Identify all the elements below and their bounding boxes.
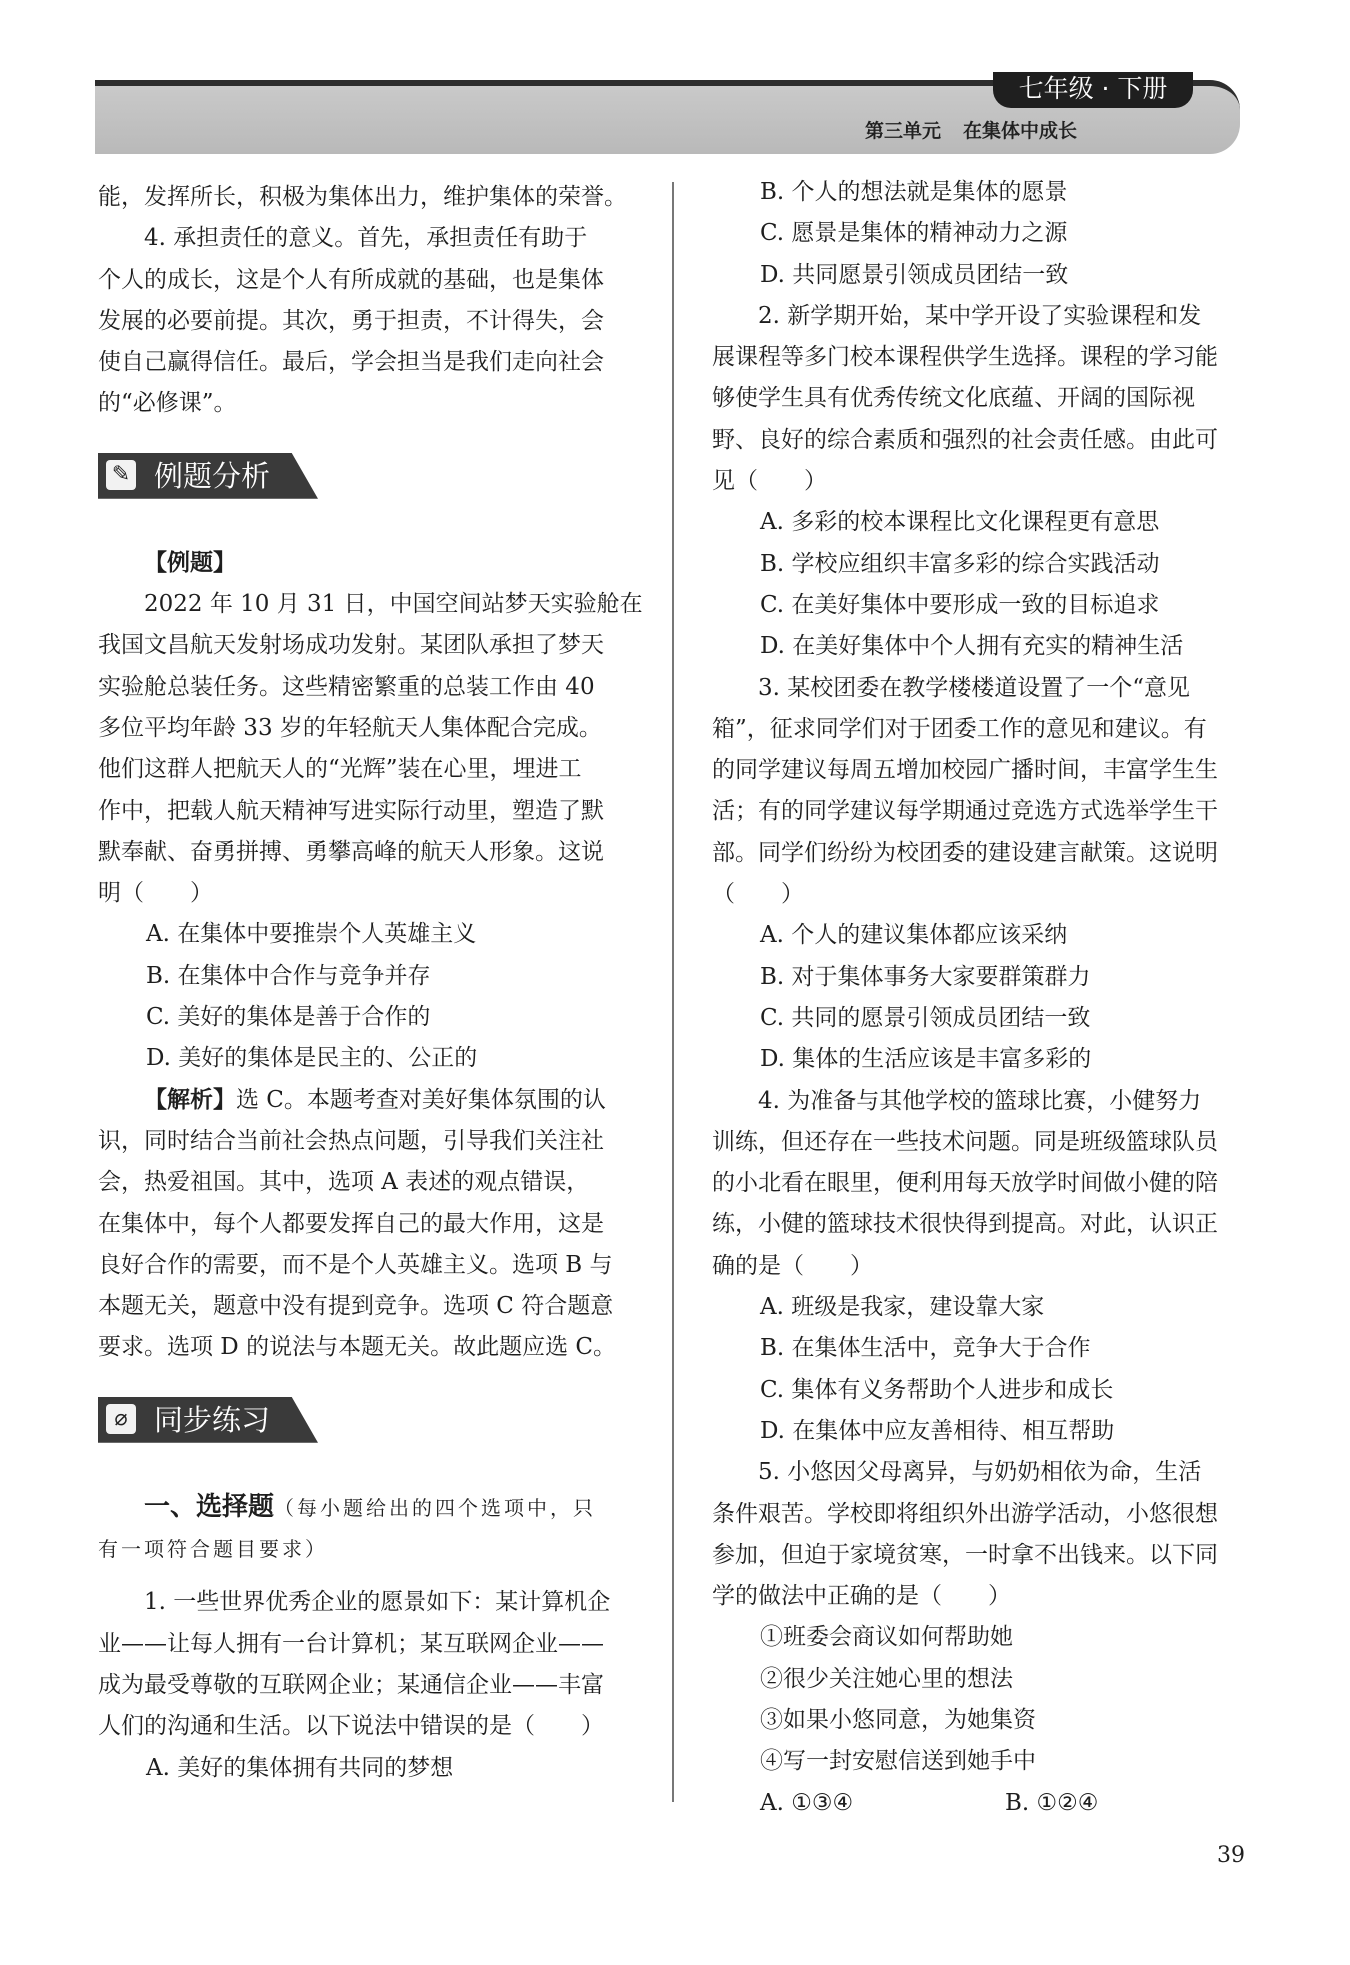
analysis-line: 良好合作的需要，而不是个人英雄主义。选项 B 与 <box>98 1251 613 1278</box>
example-line: 他们这群人把航天人的“光辉”装在心里，埋进工 <box>98 756 582 783</box>
page-number: 39 <box>1217 1843 1245 1868</box>
q1-line: 1. 一些世界优秀企业的愿景如下：某计算机企 <box>144 1589 611 1616</box>
example-line: 明（ ） <box>98 880 213 907</box>
question-section-note: 有一项符合题目要求） <box>98 1537 328 1562</box>
analysis-line: 在集体中，每个人都要发挥自己的最大作用，这是 <box>98 1210 604 1237</box>
section-title: 例题分析 <box>154 458 271 493</box>
analysis-line <box>98 1080 638 1121</box>
para4-line: 发展的必要前提。其次，勇于担责，不计得失，会 <box>98 307 604 334</box>
q2-line: 2. 新学期开始，某中学开设了实验课程和发 <box>758 302 1202 329</box>
q4-option: A. 班级是我家，建设靠大家 <box>760 1294 1045 1321</box>
section-sync-practice <box>98 1397 638 1447</box>
q5-line: 参加，但迫于家境贫寒，一时拿不出钱来。以下同 <box>712 1541 1218 1568</box>
section-example-analysis <box>98 453 638 503</box>
q2-option: A. 多彩的校本课程比文化课程更有意思 <box>760 509 1160 536</box>
example-line: 默奉献、奋勇拼搏、勇攀高峰的航天人形象。这说 <box>98 838 604 865</box>
q4-line: 4. 为准备与其他学校的篮球比赛，小健努力 <box>758 1087 1202 1114</box>
grade-tab: 七年级 · 下册 <box>993 72 1193 108</box>
analysis-line: 要求。选项 D 的说法与本题无关。故此题应选 C。 <box>98 1334 616 1361</box>
analysis-text: 选 C。本题考查对美好集体氛围的认 <box>236 1086 606 1113</box>
unit-title <box>865 116 1099 143</box>
q3-line: （ ） <box>712 881 804 908</box>
para4-line: 使自己赢得信任。最后，学会担当是我们走向社会 <box>98 349 604 376</box>
analysis-line: 本题无关，题意中没有提到竞争。选项 C 符合题意 <box>98 1293 614 1320</box>
q3-line: 的同学建议每周五增加校园广播时间，丰富学生生 <box>712 757 1218 784</box>
q5-item: ①班委会商议如何帮助她 <box>760 1624 1013 1651</box>
para4-line: 4. 承担责任的意义。首先，承担责任有助于 <box>144 225 588 252</box>
section-title: 同步练习 <box>154 1402 271 1437</box>
paperclip-icon: ⌀ <box>106 1404 136 1434</box>
q1-option: D. 共同愿景引领成员团结一致 <box>760 261 1069 288</box>
q5-option: A. ①③④ <box>760 1789 854 1816</box>
q4-line: 训练，但还存在一些技术问题。同是班级篮球队员 <box>712 1128 1218 1155</box>
q1-line: 人们的沟通和生活。以下说法中错误的是（ ） <box>98 1713 604 1740</box>
question-section-title: 一、选择题 <box>144 1491 275 1522</box>
example-label: 【例题】 <box>144 549 236 576</box>
intro-line: 能，发挥所长，积极为集体出力，维护集体的荣誉。 <box>98 184 627 210</box>
q4-option: B. 在集体生活中，竞争大于合作 <box>760 1335 1091 1362</box>
analysis-label: 【解析】 <box>144 1086 236 1113</box>
q2-option: B. 学校应组织丰富多彩的综合实践活动 <box>760 550 1160 577</box>
left-column <box>98 177 643 1789</box>
q4-line: 的小北看在眼里，便利用每天放学时间做小健的陪 <box>712 1170 1218 1197</box>
example-line: 我国文昌航天发射场成功发射。某团队承担了梦天 <box>98 632 604 659</box>
q5-line: 5. 小悠因父母离异，与奶奶相依为命，生活 <box>758 1459 1202 1486</box>
q3-option: C. 共同的愿景引领成员团结一致 <box>760 1004 1091 1031</box>
q3-line: 活；有的同学建议每学期通过竞选方式选举学生干 <box>712 798 1218 825</box>
q5-item: ④写一封安慰信送到她手中 <box>760 1748 1036 1775</box>
unit-name: 在集体中成长 <box>963 120 1078 142</box>
q3-line: 3. 某校团委在教学楼楼道设置了一个“意见 <box>758 674 1191 701</box>
q3-line: 箱”，征求同学们对于团委工作的意见和建议。有 <box>712 715 1207 742</box>
analysis-line: 识，同时结合当前社会热点问题，引导我们关注社 <box>98 1127 604 1154</box>
q1-option: A. 美好的集体拥有共同的梦想 <box>146 1754 454 1781</box>
column-divider <box>672 182 674 1802</box>
q5-option: B. ①②④ <box>1005 1789 1099 1816</box>
q4-option: D. 在集体中应友善相待、相互帮助 <box>760 1417 1115 1444</box>
question-section-header <box>98 1487 638 1529</box>
example-option: C. 美好的集体是善于合作的 <box>146 1004 431 1031</box>
right-column <box>712 172 1252 1824</box>
q1-line: 成为最受尊敬的互联网企业；某通信企业——丰富 <box>98 1671 604 1698</box>
q5-options-row <box>712 1783 1252 1824</box>
para4-line: 个人的成长，这是个人有所成就的基础，也是集体 <box>98 266 604 293</box>
q5-line: 条件艰苦。学校即将组织外出游学活动，小悠很想 <box>712 1500 1218 1527</box>
q1-option: B. 个人的想法就是集体的愿景 <box>760 179 1068 205</box>
q3-option: D. 集体的生活应该是丰富多彩的 <box>760 1046 1092 1073</box>
example-line: 2022 年 10 月 31 日，中国空间站梦天实验舱在 <box>144 591 643 618</box>
example-option: D. 美好的集体是民主的、公正的 <box>146 1045 478 1072</box>
q1-option: C. 愿景是集体的精神动力之源 <box>760 220 1068 247</box>
q2-line: 见（ ） <box>712 468 827 495</box>
para4-line: 的“必修课”。 <box>98 390 237 417</box>
question-section-note: （每小题给出的四个选项中，只 <box>274 1495 597 1520</box>
q2-line: 野、良好的综合素质和强烈的社会责任感。由此可 <box>712 426 1218 453</box>
q4-line: 练，小健的篮球技术很快得到提高。对此，认识正 <box>712 1211 1218 1238</box>
q5-item: ②很少关注她心里的想法 <box>760 1665 1013 1692</box>
example-line: 作中，把载人航天精神写进实际行动里，塑造了默 <box>98 797 604 824</box>
example-option: A. 在集体中要推崇个人英雄主义 <box>146 921 477 948</box>
q4-line: 确的是（ ） <box>712 1252 873 1279</box>
q3-line: 部。同学们纷纷为校团委的建设建言献策。这说明 <box>712 839 1218 866</box>
pencil-icon: ✎ <box>106 460 136 490</box>
q3-option: B. 对于集体事务大家要群策群力 <box>760 963 1091 990</box>
unit-number: 第三单元 <box>865 120 942 142</box>
q2-line: 够使学生具有优秀传统文化底蕴、开阔的国际视 <box>712 385 1195 412</box>
q2-option: D. 在美好集体中个人拥有充实的精神生活 <box>760 633 1184 660</box>
spacer <box>98 1570 638 1582</box>
q3-option: A. 个人的建议集体都应该采纳 <box>760 922 1068 949</box>
example-option: B. 在集体中合作与竞争并存 <box>146 962 431 989</box>
q4-option: C. 集体有义务帮助个人进步和成长 <box>760 1376 1114 1403</box>
q5-item: ③如果小悠同意，为她集资 <box>760 1706 1036 1733</box>
q2-option: C. 在美好集体中要形成一致的目标追求 <box>760 591 1160 618</box>
example-line: 实验舱总装任务。这些精密繁重的总装工作由 40 <box>98 673 595 700</box>
analysis-line: 会，热爱祖国。其中，选项 A 表述的观点错误， <box>98 1169 590 1196</box>
q5-line: 学的做法中正确的是（ ） <box>712 1583 1011 1610</box>
q2-line: 展课程等多门校本课程供学生选择。课程的学习能 <box>712 344 1218 371</box>
q1-line: 业——让每人拥有一台计算机；某互联网企业—— <box>98 1630 604 1657</box>
example-line: 多位平均年龄 33 岁的年轻航天人集体配合完成。 <box>98 714 602 741</box>
